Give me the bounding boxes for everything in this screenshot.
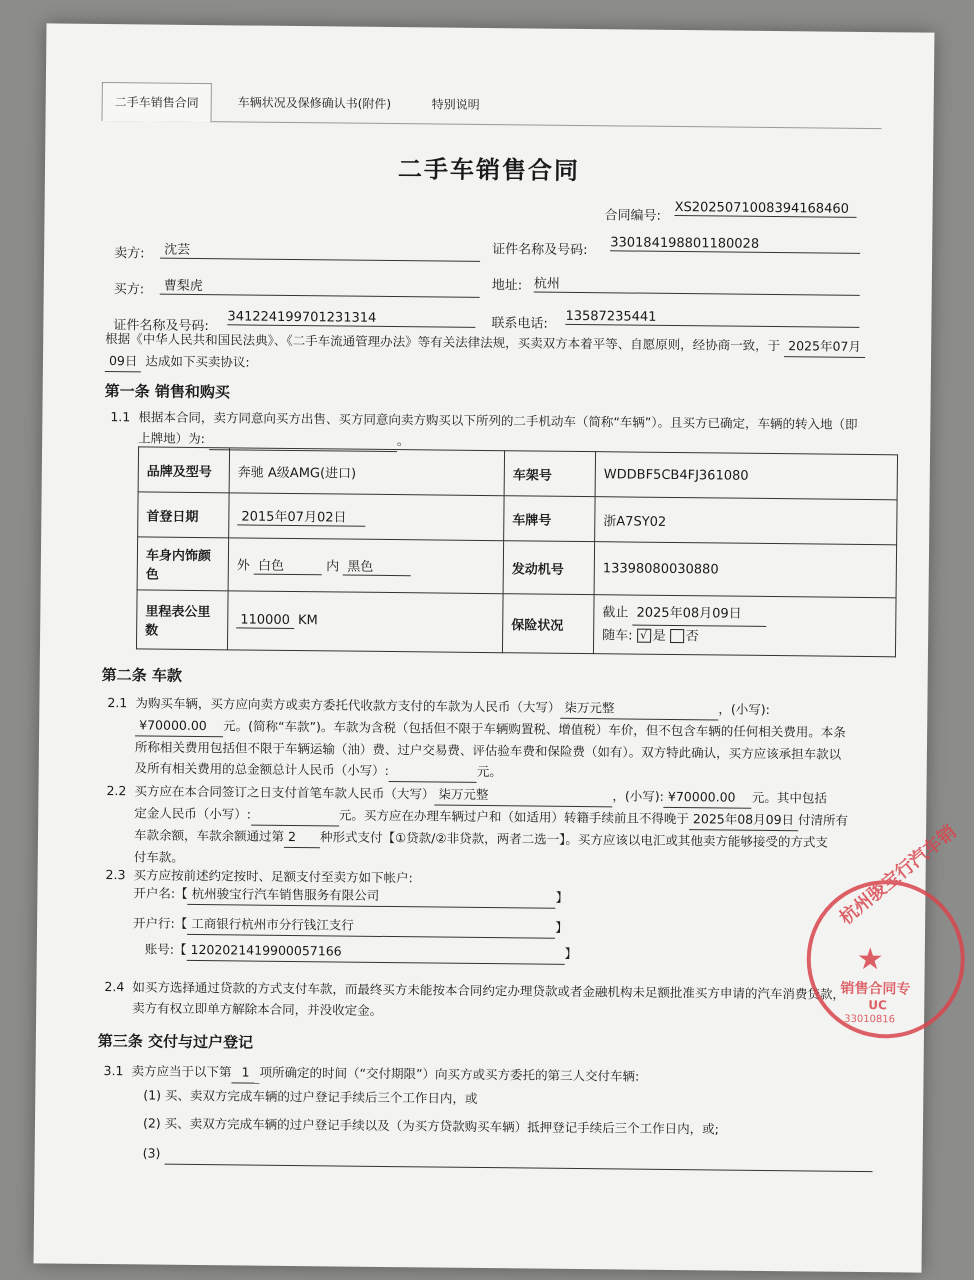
s22-deposit-blank (251, 804, 339, 827)
engine-label: 发动机号 (503, 541, 595, 595)
acct-bank: 工商银行杭州市分行钱江支行 (187, 913, 555, 939)
buyer-label: 买方: (113, 282, 145, 298)
seller-id-value: 330184198801180028 (610, 235, 860, 254)
s22-a: 买方应在本合同签订之日支付首笔车款人民币（大写） (134, 783, 435, 802)
s22-g: 车款余额，车款余额通过第 (133, 827, 285, 844)
plate-value: 浙A7SY02 (595, 497, 897, 545)
preamble (105, 328, 875, 380)
tab-vehicle-condition[interactable]: 车辆状况及保修确认书(附件) (237, 95, 392, 111)
int-prefix: 内 (326, 559, 340, 575)
s31-a: 卖方应当于以下第 (131, 1063, 232, 1080)
company-seal (806, 821, 966, 1039)
reg-label: 首登日期 (138, 492, 229, 538)
s22-e: 元。买方应在办理车辆过户和（如适用）转籍手续前且不得晚于 (338, 807, 690, 827)
seal-code: UC (868, 998, 887, 1013)
seller-value: 沈芸 (160, 239, 480, 262)
seller-id-label: 证件名称及号码: (492, 242, 588, 259)
s21-total-blank (389, 760, 477, 783)
s31-item: 1 (231, 1061, 259, 1083)
int-color: 黑色 (343, 556, 411, 577)
s22-h: 种形式支付【①贷款/②非贷款，两者二选一】。买方应该以电汇或其他卖方能够接受的方式支 (319, 829, 828, 850)
section1-title: 第一条 销售和购买 (104, 382, 230, 402)
s21-e: 及所有相关费用的总金额总计人民币（小写）: (134, 760, 390, 779)
preamble-text-b: 达成如下买卖协议: (145, 353, 250, 370)
acct-name: 杭州骏宝行汽车销售服务有限公司 (188, 883, 556, 909)
s24-a: 如买方选择通过贷款的方式支付车款，而最终买方未能按本合同约定办理贷款或者金融机构未足额批准买方申请的汽车消费贷款， (132, 979, 845, 1002)
s22-text (134, 780, 875, 875)
s22-i: 付车款。 (133, 849, 184, 865)
phone-value: 13587235441 (565, 309, 859, 328)
brand-label: 品牌及型号 (138, 447, 229, 493)
odo-unit: KM (297, 613, 318, 629)
s22-amount: ¥70000.00 (664, 786, 752, 809)
address-value: 杭州 (534, 273, 860, 296)
acct-name-label: 开户名:【 (133, 885, 188, 901)
ins-date: 2025年08月09日 (632, 602, 766, 626)
acct-no: 1202021419900057166 (186, 939, 564, 965)
contract-paper (34, 23, 961, 1272)
tab-bar (101, 82, 881, 129)
s31-option-2: (2) 买、卖双方完成车辆的过户登记手续以及（为买方贷款购买车辆）抵押登记手续后三个工作日内，或; (142, 1115, 719, 1137)
brand-value: 奔驰 A级AMG(进口) (229, 448, 504, 496)
s21-d: 所称相关费用包括但不限于车辆运输（油）费、过户交易费、评估验车费和保险费（如有）。双方特此确认，买方应该承担车款以 (134, 739, 842, 762)
s22-c: 元。其中包括 (751, 789, 828, 806)
vehicle-table (136, 446, 898, 657)
s31-option-3-row (143, 1142, 883, 1172)
s22-number: 2.2 (106, 783, 127, 799)
address-label: 地址: (491, 278, 523, 294)
seal-arc-text: 杭州骏宝行汽车销 (835, 821, 961, 929)
no-label: 否 (685, 628, 699, 644)
ins-label: 保险状况 (502, 594, 594, 654)
s22-b: ，(小写): (612, 788, 665, 804)
odo-value: 110000 (236, 612, 294, 629)
s31-number: 3.1 (103, 1063, 124, 1079)
engine-value: 13398080030880 (594, 542, 897, 598)
table-row (138, 447, 897, 500)
contract-no: XS2025071008394168460 (675, 200, 857, 218)
acct-bank-row (133, 912, 593, 939)
buyer-value: 曹梨虎 (160, 275, 480, 298)
acct-no-label: 账号:【 (144, 941, 187, 957)
preamble-date-a: 2025年07月 (784, 335, 865, 358)
s31-option-3-blank (164, 1143, 872, 1172)
seal-star-icon: ★ (856, 941, 884, 978)
page-title: 二手车销售合同 (397, 155, 581, 185)
vin-value: WDDBF5CB4FJ361080 (595, 452, 897, 500)
acct-name-close: 】 (555, 889, 569, 905)
s11-end: 。 (396, 433, 410, 449)
s22-f: 付清所有 (797, 812, 849, 828)
phone-label: 联系电话: (491, 316, 548, 332)
s24-text (132, 976, 872, 1026)
s11-number: 1.1 (110, 409, 131, 425)
acct-bank-label: 开户行:【 (133, 915, 188, 931)
s22-amount-cn: 柒万元整 (434, 783, 612, 807)
s22-date: 2025年08月09日 (689, 808, 798, 831)
s23-number: 2.3 (105, 867, 126, 883)
tab-special-notes[interactable]: 特别说明 (431, 97, 480, 112)
yes-checkbox[interactable]: √ (637, 629, 651, 643)
s21-number: 2.1 (107, 695, 128, 711)
section3-title: 第三条 交付与过户登记 (97, 1031, 254, 1052)
s22-method: 2 (284, 826, 320, 848)
s21-text (135, 692, 876, 787)
s11-text-a: 根据本合同，卖方同意向买方出售、买方同意向卖方购买以下所列的二手机动车（简称“车辆”）。且买方已确定，车辆的转入地（即 (138, 409, 858, 432)
acct-name-row (133, 882, 593, 909)
table-row (136, 590, 896, 657)
s21-amount: ¥70000.00 (135, 714, 223, 737)
s22-d: 定金人民币（小写）: (134, 805, 252, 822)
s24-number: 2.4 (104, 979, 125, 995)
acct-bank-close: 】 (555, 919, 568, 935)
acct-no-row (145, 938, 605, 965)
s21-f: 元。 (476, 763, 503, 780)
ext-prefix: 外 (236, 558, 250, 574)
seller-label: 卖方: (114, 246, 145, 262)
ins-prefix: 截止 (602, 604, 629, 621)
preamble-text-a: 根据《中华人民共和国民法典》、《二手车流通管理办法》等有关法律法规，买卖双方本着平等、自愿原则，经协商一致，于 (105, 331, 781, 354)
s31-b: 项所确定的时间（“交付期限”）向买方或买方委托的第三人交付车辆: (259, 1064, 640, 1084)
seal-bottom-text: 销售合同专 (840, 980, 911, 998)
s11-text-b: 上牌地）为: (138, 430, 205, 447)
s21-c: 元。(简称“车款”)。车款为含税（包括但不限于车辆购置税、增值税）车价，但不包含车辆的任何相关费用。本条 (223, 718, 846, 740)
plate-label: 车牌号 (504, 496, 595, 542)
reg-value: 2015年07月02日 (237, 505, 365, 526)
with-car-label: 随车: (602, 627, 633, 644)
tab-sales-contract[interactable]: 二手车销售合同 (101, 82, 211, 122)
table-row (137, 537, 897, 598)
ext-color: 白色 (254, 555, 322, 576)
s23-text: 买方应按前述约定按时、足额支付至卖方如下帐户: (133, 867, 413, 886)
no-checkbox[interactable] (670, 629, 684, 643)
yes-label: 是 (652, 628, 666, 644)
s31-option-1: (1) 买、卖双方完成车辆的过户登记手续后三个工作日内，或 (143, 1087, 478, 1106)
s24-b: 卖方有权立即单方解除本合同，并没收定金。 (132, 1000, 383, 1018)
vin-label: 车架号 (504, 451, 595, 497)
table-row (138, 492, 897, 545)
preamble-date-b: 09日 (105, 350, 142, 372)
s21-a: 为购买车辆，买方应向卖方或卖方委托代收款方支付的车款为人民币（大写） (135, 695, 561, 715)
contract-no-label: 合同编号: (604, 208, 661, 224)
color-label: 车身内饰颜色 (137, 537, 229, 591)
s31-option-3: (3) (142, 1145, 161, 1161)
odo-label: 里程表公里数 (136, 590, 228, 650)
section2-title: 第二条 车款 (101, 665, 183, 685)
buyer-id-value: 341224199701231314 (227, 309, 475, 328)
s21-amount-cn: 柒万元整 (560, 697, 718, 721)
acct-no-close: 】 (564, 945, 578, 961)
s21-b: ，(小写): (718, 701, 770, 717)
seal-number: 33010816 (844, 1013, 896, 1026)
buyer-id-label: 证件名称及号码: (113, 318, 209, 335)
